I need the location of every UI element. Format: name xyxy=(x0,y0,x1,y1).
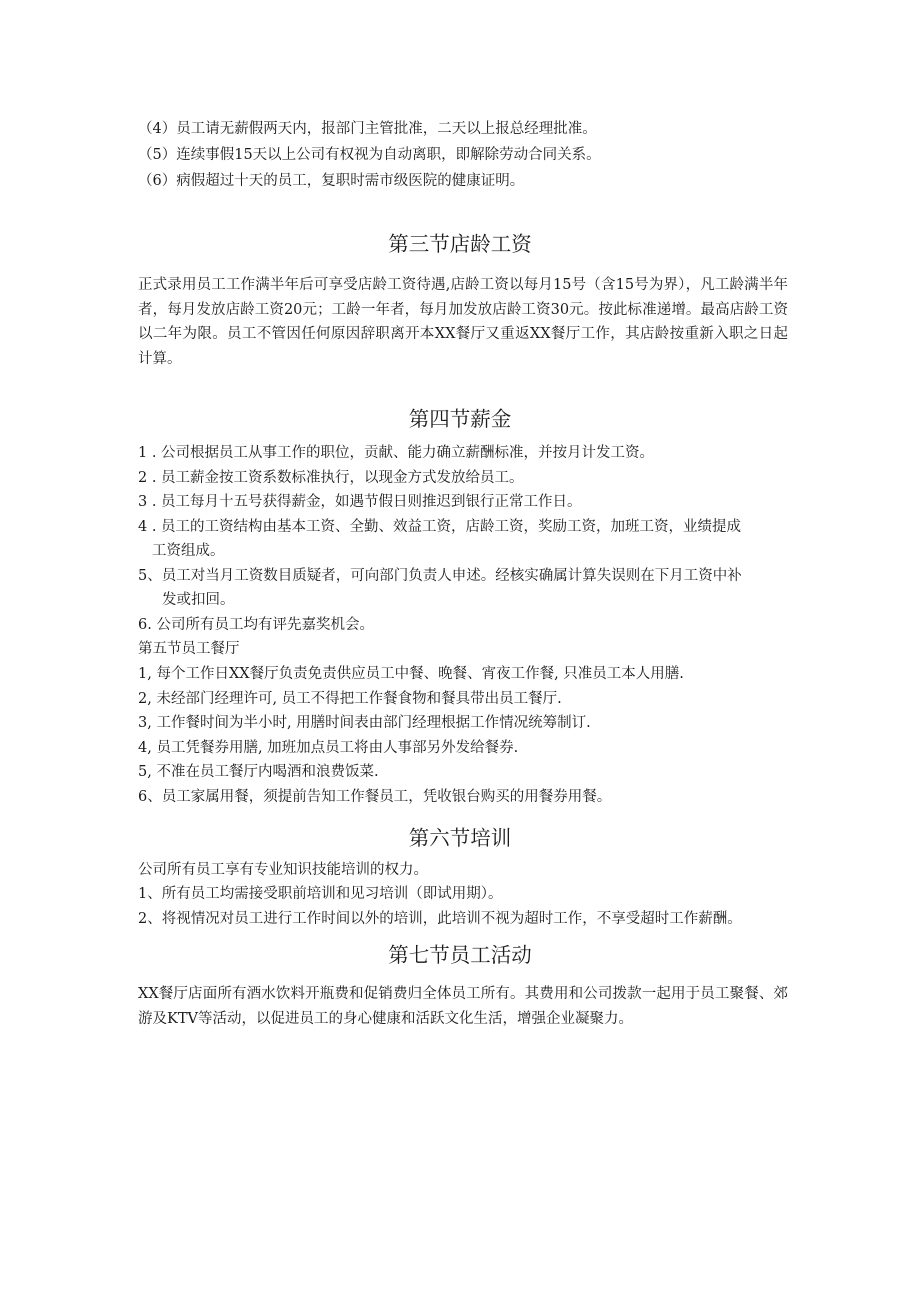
salary-item-4-continued: 工资组成。 xyxy=(152,543,225,559)
leave-item-5: （5）连续事假15天以上公司有权视为自动离职，即解除劳动合同关系。 xyxy=(138,147,601,163)
salary-item-4: 4 . 员工的工资结构由基本工资、全勤、效益工资，店龄工资，奖励工资，加班工资，业绩提成 xyxy=(138,519,742,535)
salary-item-2: 2 . 员工薪金按工资系数标准执行，以现金方式发放给员工。 xyxy=(138,470,524,486)
section7-title: 第七节员工活动 xyxy=(388,943,532,967)
training-item-1: 1、所有员工均需接受职前培训和见习培训（即试用期）。 xyxy=(138,886,503,902)
salary-item-6: 6. 公司所有员工均有评先嘉奖机会。 xyxy=(138,617,374,633)
section6-title: 第六节培训 xyxy=(408,826,512,850)
training-item-2: 2、将视情况对员工进行工作时间以外的培训，此培训不视为超时工作，不享受超时工作薪酬。 xyxy=(138,911,742,927)
section5-title: 第五节员工餐厅 xyxy=(138,641,240,657)
salary-item-3: 3 . 员工每月十五号获得薪金，如遇节假日则推迟到银行正常工作日。 xyxy=(138,494,582,510)
section7-body: XX餐厅店面所有酒水饮料开瓶费和促销费归全体员工所有。其费用和公司拨款一起用于员工聚餐、郊游及KTV等活动，以促进员工的身心健康和活跃文化生活，增强企业凝聚力。 xyxy=(138,986,788,1027)
leave-item-4: （4）员工请无薪假两天内，报部门主管批准，二天以上报总经理批准。 xyxy=(138,121,597,137)
canteen-item-2: 2, 未经部门经理许可, 员工不得把工作餐食物和餐具带出员工餐厅. xyxy=(138,691,562,707)
salary-item-5-continued: 发或扣回。 xyxy=(162,592,235,608)
canteen-item-3: 3, 工作餐时间为半小时, 用膳时间表由部门经理根据工作情况统筹制订. xyxy=(138,715,591,731)
section4-title: 第四节薪金 xyxy=(408,407,512,431)
section3-body: 正式录用员工工作满半年后可享受店龄工资待遇,店龄工资以每月15号（含15号为界），凡工龄满半年者，每月发放店龄工资20元；工龄一年者，每月加发放店龄工资30元。按此标准递增。最高店龄工资以二年为限。员工不管因任何原因辞职离开本XX餐厅又重返XX餐厅工作，其店龄按重新入职之日起计算。 xyxy=(138,277,788,367)
section3-title: 第三节店龄工资 xyxy=(388,232,532,256)
salary-item-5: 5、员工对当月工资数目质疑者，可向部门负责人申述。经核实确属计算失误则在下月工资中补 xyxy=(138,568,742,584)
canteen-item-6: 6、员工家属用餐，须提前告知工作餐员工，凭收银台购买的用餐券用餐。 xyxy=(138,789,612,805)
canteen-item-1: 1, 每个工作日XX餐厅负责免责供应员工中餐、晚餐、宵夜工作餐, 只准员工本人用膳. xyxy=(138,666,684,682)
canteen-item-5: 5, 不准在员工餐厅内喝酒和浪费饭菜. xyxy=(138,764,379,780)
canteen-item-4: 4, 员工凭餐券用膳, 加班加点员工将由人事部另外发给餐券. xyxy=(138,740,519,756)
leave-item-6: （6）病假超过十天的员工，复职时需市级医院的健康证明。 xyxy=(138,173,525,189)
training-intro: 公司所有员工享有专业知识技能培训的权力。 xyxy=(138,862,428,878)
salary-item-1: 1 . 公司根据员工从事工作的职位，贡献、能力确立薪酬标准，并按月计发工资。 xyxy=(138,445,655,461)
